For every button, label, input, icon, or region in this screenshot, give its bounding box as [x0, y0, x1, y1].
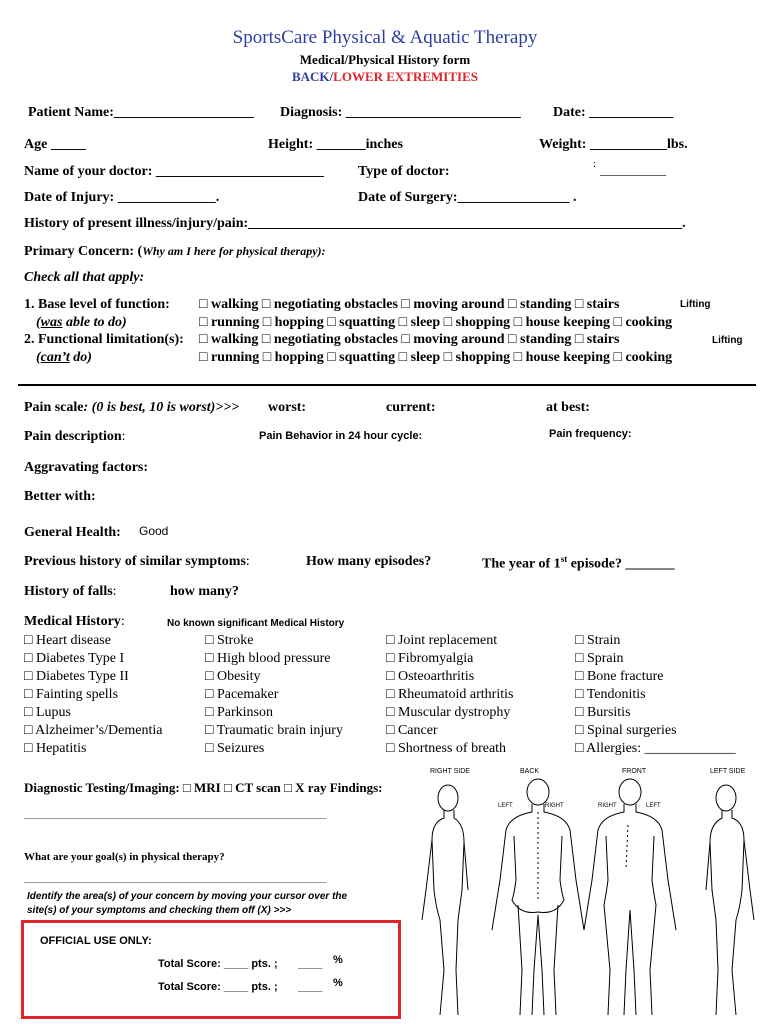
goals-line[interactable]: _______________________________________________________	[24, 872, 327, 884]
identify-instruction: Identify the area(s) of your concern by moving your cursor over the	[27, 891, 348, 902]
primary-concern-label: Primary Concern: (	[24, 244, 143, 259]
medical-label-text: Medical History	[24, 614, 121, 629]
total-score-1[interactable]: Total Score: ____ pts. ;	[158, 958, 278, 970]
patient-name-field[interactable]: Patient Name:____________________	[28, 105, 254, 120]
pain-scale-hint: : (0 is best, 10 is worst)>>>	[83, 400, 240, 415]
medical-history-label: Medical History:	[24, 614, 125, 629]
med-hepatitis[interactable]: □ Hepatitis	[24, 741, 87, 756]
region-back: BACK/	[291, 69, 334, 84]
identify-instruction-2: site(s) of your symptoms and checking them off (X) >>>	[27, 905, 292, 916]
doctor-type-label: Type of doctor:	[358, 164, 450, 179]
findings-line[interactable]: _______________________________________________________	[24, 808, 327, 820]
med-bursitis[interactable]: □ Bursitis	[575, 705, 631, 720]
date-field[interactable]: Date: ____________	[553, 105, 674, 120]
limitation-sub-rest: do)	[69, 350, 92, 365]
med-lupus[interactable]: □ Lupus	[24, 705, 71, 720]
medical-col-2	[205, 632, 343, 758]
limitation-sub: (can’t do)	[36, 350, 92, 365]
percent-2: %	[333, 977, 343, 989]
body-chart-figures[interactable]	[410, 770, 766, 1022]
medical-col-1	[24, 632, 162, 758]
surgery-date-field[interactable]: Date of Surgery:________________ .	[358, 190, 577, 205]
med-spinal-surgeries[interactable]: □ Spinal surgeries	[575, 723, 677, 738]
falls-count[interactable]: how many?	[170, 584, 239, 599]
med-fibromyalgia[interactable]: □ Fibromyalgia	[386, 651, 474, 666]
med-strain[interactable]: □ Strain	[575, 633, 621, 648]
year-rest: episode? _______	[567, 556, 675, 572]
doctor-type-field[interactable]: ___________	[600, 163, 666, 177]
diagnosis-field[interactable]: Diagnosis: _________________________	[280, 105, 521, 120]
pain-best[interactable]: at best:	[546, 400, 590, 415]
previous-history[interactable]: Previous history of similar symptoms:	[24, 554, 250, 569]
form-subtitle: Medical/Physical History form	[299, 52, 471, 67]
no-known-history[interactable]: No known significant Medical History	[167, 618, 345, 629]
check-all-label: Check all that apply:	[24, 270, 145, 285]
percent-blank-1[interactable]: ____	[298, 958, 323, 970]
limit-row-2[interactable]: □ running □ hopping □ squatting □ sleep □ shopping □ house keeping □ cooking	[199, 350, 673, 365]
primary-concern-hint: Why am I here for physical therapy):	[142, 244, 326, 258]
pain-description-label: Pain description	[24, 429, 122, 444]
base-level-label: 1. Base level of function:	[24, 297, 170, 312]
med-parkinson[interactable]: □ Parkinson	[205, 705, 273, 720]
label-back-left: LEFT	[498, 803, 513, 809]
med-bone-fracture[interactable]: □ Bone fracture	[575, 669, 664, 684]
med-fainting[interactable]: □ Fainting spells	[24, 687, 119, 702]
falls-label: History of falls	[24, 584, 113, 599]
med-diabetes-1[interactable]: □ Diabetes Type I	[24, 651, 125, 666]
base-row-1[interactable]: □ walking □ negotiating obstacles □ moving around □ standing □ stairs	[199, 297, 620, 312]
medical-col-4	[575, 632, 736, 758]
better-with[interactable]: Better with:	[24, 489, 96, 504]
base-row-2[interactable]: □ running □ hopping □ squatting □ sleep □ shopping □ house keeping □ cooking	[199, 315, 673, 330]
med-diabetes-2[interactable]: □ Diabetes Type II	[24, 669, 129, 684]
pain-frequency[interactable]: Pain frequency:	[549, 428, 632, 440]
primary-concern-field[interactable]	[24, 244, 326, 260]
label-right-side: RIGHT SIDE	[430, 768, 470, 775]
med-obesity[interactable]: □ Obesity	[205, 669, 261, 684]
clinic-title: SportsCare Physical & Aquatic Therapy	[232, 27, 538, 48]
med-tendonitis[interactable]: □ Tendonitis	[575, 687, 646, 702]
section-divider	[18, 384, 756, 386]
pain-scale-title: Pain scale	[24, 400, 84, 415]
age-field[interactable]: Age _____	[24, 137, 86, 152]
aggravating-factors[interactable]: Aggravating factors:	[24, 460, 149, 475]
goals-label[interactable]: What are your goal(s) in physical therapy?	[24, 851, 225, 863]
year-sup: st	[560, 554, 568, 564]
med-brain-injury[interactable]: □ Traumatic brain injury	[205, 723, 343, 738]
label-left-side: LEFT SIDE	[710, 768, 746, 775]
med-shortness-breath[interactable]: □ Shortness of breath	[386, 741, 507, 756]
med-sprain[interactable]: □ Sprain	[575, 651, 624, 666]
label-front-left: LEFT	[646, 803, 661, 809]
label-back-right: RIGHT	[545, 803, 564, 809]
region-lower: LOWER EXTREMITIES	[333, 69, 478, 84]
label-front-right: RIGHT	[598, 803, 617, 809]
form-region	[0, 69, 770, 85]
weight-field[interactable]: Weight: ___________lbs.	[539, 137, 688, 152]
first-episode-year[interactable]	[482, 554, 675, 573]
label-back: BACK	[520, 768, 540, 775]
pain-behavior[interactable]: Pain Behavior in 24 hour cycle:	[259, 430, 423, 442]
diagnostic-testing[interactable]: Diagnostic Testing/Imaging: □ MRI □ CT scan □ X ray Findings:	[24, 780, 383, 795]
base-lifting[interactable]: Lifting	[680, 299, 711, 310]
med-blood-pressure[interactable]: □ High blood pressure	[205, 651, 331, 666]
general-health-label: General Health:	[24, 525, 121, 540]
height-field[interactable]: Height: _______inches	[268, 137, 403, 152]
doctor-type-colon: :	[593, 158, 597, 170]
medical-col-3	[386, 632, 513, 758]
percent-blank-2[interactable]: ____	[298, 981, 323, 993]
pain-worst[interactable]: worst:	[268, 400, 307, 415]
label-front: FRONT	[622, 768, 647, 775]
right-side-figure[interactable]	[422, 785, 468, 1015]
pain-description[interactable]: Pain description:	[24, 429, 126, 444]
general-health-value[interactable]: Good	[139, 524, 169, 538]
doctor-name-field[interactable]: Name of your doctor: ________________________	[24, 164, 324, 179]
injury-date-field[interactable]: Date of Injury: ______________.	[24, 190, 220, 205]
base-level-sub: (was able to do)	[36, 315, 127, 330]
limitation-label: 2. Functional limitation(s):	[24, 332, 184, 347]
episodes-field[interactable]: How many episodes?	[306, 554, 432, 569]
med-stroke[interactable]: □ Stroke	[205, 633, 254, 648]
med-joint-replacement[interactable]: □ Joint replacement	[386, 633, 498, 648]
limitation-cant: can’t	[40, 350, 70, 365]
back-figure[interactable]	[492, 779, 584, 1015]
limit-row-1[interactable]: □ walking □ negotiating obstacles □ moving around □ standing □ stairs	[199, 332, 620, 347]
year-label: The year of 1	[482, 556, 561, 572]
previous-history-label: Previous history of similar symptoms	[24, 554, 246, 569]
percent-1: %	[333, 954, 343, 966]
front-figure[interactable]	[584, 779, 676, 1015]
med-osteoarthritis[interactable]: □ Osteoarthritis	[386, 669, 475, 684]
pain-scale-label	[24, 400, 239, 416]
med-alzheimers[interactable]: □ Alzheimer’s/Dementia	[24, 723, 163, 738]
left-side-figure[interactable]	[706, 785, 754, 1015]
med-rheumatoid[interactable]: □ Rheumatoid arthritis	[386, 687, 514, 702]
official-use-title: OFFICIAL USE ONLY:	[40, 935, 152, 947]
med-muscular-dystrophy[interactable]: □ Muscular dystrophy	[386, 705, 511, 720]
med-seizures[interactable]: □ Seizures	[205, 741, 265, 756]
limit-lifting[interactable]: Lifting	[712, 335, 743, 346]
total-score-2[interactable]: Total Score: ____ pts. ;	[158, 981, 278, 993]
base-level-was: was	[40, 315, 63, 330]
med-heart-disease[interactable]: □ Heart disease	[24, 633, 111, 648]
med-pacemaker[interactable]: □ Pacemaker	[205, 687, 279, 702]
history-field[interactable]: History of present illness/injury/pain:______________________________________________________________.	[24, 216, 686, 231]
falls-history[interactable]: History of falls:	[24, 584, 117, 599]
med-cancer[interactable]: □ Cancer	[386, 723, 438, 738]
pain-current[interactable]: current:	[386, 400, 436, 415]
med-allergies[interactable]: □ Allergies: _____________	[575, 741, 736, 756]
